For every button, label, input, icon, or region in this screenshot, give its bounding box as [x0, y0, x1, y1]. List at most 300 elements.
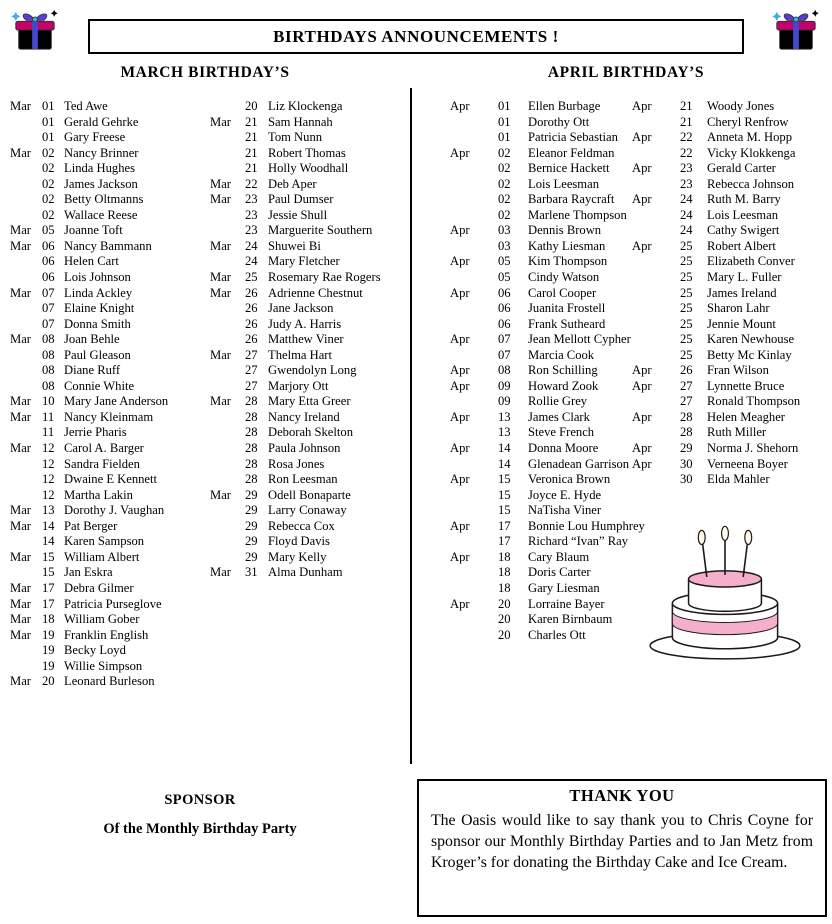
person-name: Debra Gilmer	[64, 580, 134, 595]
person-name: Mary Etta Greer	[268, 394, 351, 409]
month-label: Apr	[450, 549, 470, 564]
month-label	[450, 394, 498, 410]
month-label	[450, 457, 498, 473]
birthday-row	[450, 550, 636, 566]
birthday-row	[632, 348, 832, 364]
person-name: Verneena Boyer	[707, 456, 788, 471]
birthday-row	[632, 379, 832, 395]
month-label	[210, 550, 245, 566]
month-label	[450, 425, 498, 441]
day-number: 02	[42, 161, 55, 176]
month-label	[210, 223, 245, 239]
person-name: Mary Fletcher	[268, 254, 340, 269]
birthday-row	[210, 301, 410, 317]
person-name: Paul Gleason	[64, 347, 131, 362]
day-number: 25	[680, 316, 693, 331]
birthday-row	[450, 317, 636, 333]
month-label	[210, 99, 245, 115]
birthday-row	[450, 565, 636, 581]
column-divider	[410, 88, 412, 764]
person-name: Dennis Brown	[528, 223, 602, 238]
birthday-row	[450, 534, 636, 550]
person-name: Patricia Sebastian	[528, 130, 618, 145]
person-name: Lorraine Bayer	[528, 596, 605, 611]
month-label: Mar	[10, 394, 31, 409]
day-number: 25	[680, 301, 693, 316]
march-list-column-2	[210, 99, 410, 581]
person-name: Eleanor Feldman	[528, 145, 615, 160]
month-label: Apr	[450, 441, 470, 456]
day-number: 29	[245, 503, 258, 518]
month-label: Apr	[450, 363, 470, 378]
sponsor-block	[30, 792, 370, 838]
birthday-row	[632, 146, 832, 162]
month-label: Mar	[10, 503, 31, 518]
birthday-row	[10, 301, 210, 317]
day-number: 02	[42, 192, 55, 207]
person-name: Betty Oltmanns	[64, 192, 144, 207]
person-name: Alma Dunham	[268, 565, 343, 580]
birthday-row	[450, 410, 636, 426]
day-number: 06	[42, 238, 55, 253]
day-number: 06	[42, 254, 55, 269]
person-name: Wallace Reese	[64, 207, 138, 222]
month-label: Apr	[450, 518, 470, 533]
day-number: 31	[245, 565, 258, 580]
person-name: James Clark	[528, 409, 590, 424]
person-name: Steve French	[528, 425, 595, 440]
month-label	[632, 332, 680, 348]
person-name: Dwaine E Kennett	[64, 472, 158, 487]
month-label	[632, 394, 680, 410]
birthday-row	[450, 301, 636, 317]
person-name: Donna Moore	[528, 441, 599, 456]
month-label	[632, 317, 680, 333]
person-name: Mary Jane Anderson	[64, 394, 169, 409]
thank-you-box	[417, 779, 827, 917]
day-number: 15	[42, 549, 55, 564]
person-name: Paul Dumser	[268, 192, 334, 207]
month-label	[10, 472, 42, 488]
day-number: 06	[42, 270, 55, 285]
day-number: 15	[498, 487, 511, 502]
month-label	[450, 565, 498, 581]
month-label: Mar	[10, 145, 31, 160]
birthday-row	[632, 317, 832, 333]
person-name: Pat Berger	[64, 518, 118, 533]
day-number: 27	[245, 347, 258, 362]
month-label: Apr	[632, 238, 652, 253]
day-number: 17	[498, 534, 511, 549]
day-number: 24	[680, 223, 693, 238]
birthday-row	[450, 518, 645, 535]
birthday-row	[450, 130, 636, 146]
birthday-row	[450, 597, 636, 613]
birthday-row	[10, 565, 210, 581]
day-number: 26	[680, 363, 693, 378]
birthday-row	[10, 472, 210, 488]
month-label: Mar	[10, 409, 31, 424]
day-number: 25	[680, 285, 693, 300]
person-name: Bernice Hackett	[528, 161, 610, 176]
birthday-row	[210, 130, 410, 146]
person-name: Veronica Brown	[528, 472, 611, 487]
month-label: Apr	[450, 472, 470, 487]
month-label: Mar	[210, 114, 231, 129]
person-name: Fran Wilson	[707, 363, 769, 378]
person-name: Karen Birnbaum	[528, 612, 613, 627]
birthday-row	[210, 550, 410, 566]
birthday-row	[10, 628, 210, 644]
month-label: Mar	[10, 223, 31, 238]
month-label	[450, 581, 498, 597]
person-name: Vicky Klokkenga	[707, 145, 796, 160]
birthday-row	[450, 363, 636, 379]
month-label: Mar	[10, 518, 31, 533]
birthday-row	[632, 192, 832, 208]
gift-icon	[772, 5, 820, 55]
day-number: 01	[498, 114, 511, 129]
birthday-row	[10, 223, 210, 239]
birthday-row	[450, 254, 636, 270]
month-label	[10, 161, 42, 177]
person-name: Odell Bonaparte	[268, 487, 351, 502]
day-number: 22	[680, 130, 693, 145]
birthday-row	[210, 472, 410, 488]
day-number: 26	[245, 332, 258, 347]
month-label	[450, 239, 498, 255]
person-name: Joan Behle	[64, 332, 120, 347]
month-label: Mar	[10, 674, 31, 689]
month-label: Mar	[210, 487, 231, 502]
birthday-row	[210, 565, 410, 581]
day-number: 02	[498, 161, 511, 176]
day-number: 28	[245, 472, 258, 487]
month-label	[210, 472, 245, 488]
birthday-row	[450, 581, 636, 597]
day-number: 13	[498, 409, 511, 424]
person-name: Rebecca Johnson	[707, 176, 795, 191]
person-name: Gary Freese	[64, 130, 126, 145]
month-label	[210, 161, 245, 177]
month-label	[632, 223, 680, 239]
birthday-row	[450, 488, 636, 504]
day-number: 25	[680, 238, 693, 253]
day-number: 25	[680, 347, 693, 362]
month-label: Mar	[210, 347, 231, 362]
day-number: 02	[42, 207, 55, 222]
person-name: Tom Nunn	[268, 130, 323, 145]
day-number: 28	[680, 425, 693, 440]
month-label: Apr	[632, 161, 652, 176]
month-label	[632, 115, 680, 131]
day-number: 28	[245, 409, 258, 424]
birthday-row	[10, 519, 210, 535]
birthday-row	[632, 254, 832, 270]
day-number: 11	[42, 409, 55, 424]
birthday-row	[10, 146, 210, 162]
march-heading: MARCH BIRTHDAY’S	[120, 64, 290, 81]
person-name: Cary Blaum	[528, 549, 590, 564]
month-label	[450, 192, 498, 208]
birthday-row	[450, 208, 636, 224]
birthday-row	[450, 394, 636, 410]
month-label	[210, 254, 245, 270]
month-label	[632, 472, 680, 488]
month-label: Apr	[450, 145, 470, 160]
day-number: 25	[245, 270, 258, 285]
day-number: 17	[42, 596, 55, 611]
person-name: Joyce E. Hyde	[528, 487, 602, 502]
birthday-row	[632, 286, 832, 302]
person-name: Ted Awe	[64, 99, 108, 113]
day-number: 15	[498, 472, 511, 487]
day-number: 18	[498, 580, 511, 595]
birthday-row	[632, 410, 832, 426]
day-number: 29	[245, 549, 258, 564]
birthday-row	[10, 177, 210, 193]
person-name: James Jackson	[64, 176, 138, 191]
person-name: Woody Jones	[707, 99, 775, 113]
month-label	[10, 379, 42, 395]
birthday-row	[210, 192, 410, 208]
day-number: 02	[42, 145, 55, 160]
person-name: Mary Kelly	[268, 549, 327, 564]
birthday-row	[632, 441, 832, 457]
month-label	[10, 488, 42, 504]
birthday-row	[632, 394, 832, 410]
person-name: Robert Albert	[707, 238, 776, 253]
birthday-row	[450, 441, 636, 457]
day-number: 28	[245, 441, 258, 456]
month-label: Apr	[632, 456, 652, 471]
month-label	[210, 379, 245, 395]
person-name: Doris Carter	[528, 565, 591, 580]
day-number: 20	[42, 674, 55, 689]
person-name: Richard “Ivan” Ray	[528, 534, 629, 549]
day-number: 29	[680, 441, 693, 456]
person-name: Joanne Toft	[64, 223, 123, 238]
day-number: 05	[498, 254, 511, 269]
day-number: 09	[498, 378, 511, 393]
person-name: Rosemary Rae Rogers	[268, 270, 381, 285]
day-number: 23	[245, 192, 258, 207]
person-name: James Ireland	[707, 285, 777, 300]
person-name: Martha Lakin	[64, 487, 133, 502]
birthday-row	[10, 286, 210, 302]
day-number: 17	[42, 580, 55, 595]
birthday-row	[10, 581, 210, 597]
birthday-row	[450, 425, 636, 441]
day-number: 19	[42, 658, 55, 673]
month-label: Mar	[10, 441, 31, 456]
birthday-row	[210, 503, 410, 519]
month-label	[632, 301, 680, 317]
person-name: Karen Newhouse	[707, 332, 795, 347]
day-number: 08	[42, 363, 55, 378]
person-name: Nancy Ireland	[268, 409, 340, 424]
person-name: Carol A. Barger	[64, 441, 144, 456]
birthday-row	[450, 192, 636, 208]
birthday-row	[450, 270, 636, 286]
day-number: 23	[245, 223, 258, 238]
month-label: Apr	[450, 285, 470, 300]
person-name: Nancy Brinner	[64, 145, 139, 160]
birthday-row	[450, 612, 636, 628]
month-label	[210, 363, 245, 379]
month-label	[10, 565, 42, 581]
person-name: Sharon Lahr	[707, 301, 770, 316]
day-number: 18	[42, 612, 55, 627]
birthday-row	[632, 115, 832, 131]
day-number: 20	[498, 596, 511, 611]
month-label	[450, 208, 498, 224]
birthday-row	[450, 628, 636, 644]
birthday-row	[10, 674, 210, 690]
day-number: 21	[245, 114, 258, 129]
day-number: 22	[245, 176, 258, 191]
month-label: Mar	[10, 285, 31, 300]
birthday-row	[450, 239, 636, 255]
birthday-row	[632, 457, 832, 473]
birthday-row	[450, 223, 636, 239]
person-name: Judy A. Harris	[268, 316, 342, 331]
person-name: Kathy Liesman	[528, 238, 606, 253]
month-label	[210, 208, 245, 224]
day-number: 20	[498, 627, 511, 642]
month-label	[10, 254, 42, 270]
birthday-row	[10, 534, 210, 550]
day-number: 30	[680, 472, 693, 487]
birthday-row	[632, 223, 832, 239]
day-number: 21	[245, 161, 258, 176]
day-number: 02	[498, 192, 511, 207]
month-label	[10, 130, 42, 146]
day-number: 12	[42, 487, 55, 502]
person-name: Sam Hannah	[268, 114, 333, 129]
person-name: Betty Mc Kinlay	[707, 347, 792, 362]
birthday-row	[10, 270, 210, 286]
person-name: Gerald Carter	[707, 161, 776, 176]
day-number: 12	[42, 472, 55, 487]
month-label	[450, 177, 498, 193]
april-heading: APRIL BIRTHDAY’S	[547, 64, 705, 81]
person-name: Carol Cooper	[528, 285, 597, 300]
birthday-row	[450, 99, 636, 115]
person-name: Ruth M. Barry	[707, 192, 781, 207]
month-label: Mar	[10, 627, 31, 642]
month-label: Mar	[10, 549, 31, 564]
april-list-column-1	[450, 99, 645, 643]
month-label: Apr	[632, 99, 652, 113]
month-label	[10, 208, 42, 224]
month-label: Mar	[210, 394, 231, 409]
person-name: Elizabeth Conver	[707, 254, 795, 269]
month-label: Mar	[10, 238, 31, 253]
day-number: 01	[42, 130, 55, 145]
month-label	[10, 270, 42, 286]
month-label: Apr	[450, 254, 470, 269]
birthday-row	[210, 177, 410, 193]
month-label: Mar	[210, 270, 231, 285]
month-label	[450, 503, 498, 519]
day-number: 02	[498, 145, 511, 160]
person-name: Dorothy Ott	[528, 114, 590, 129]
month-label	[632, 254, 680, 270]
person-name: Mary L. Fuller	[707, 270, 782, 285]
day-number: 26	[245, 301, 258, 316]
day-number: 14	[42, 534, 55, 549]
person-name: Jean Mellott Cypher	[528, 332, 631, 347]
person-name: Juanita Frostell	[528, 301, 606, 316]
birthday-row	[10, 239, 210, 255]
month-label	[210, 534, 245, 550]
birthday-row	[10, 317, 210, 333]
person-name: Ellen Burbage	[528, 99, 601, 113]
birthday-row	[450, 457, 636, 473]
birthday-row	[210, 519, 410, 535]
birthday-row	[210, 425, 410, 441]
birthday-row	[210, 534, 410, 550]
month-label: Apr	[450, 332, 470, 347]
person-name: Elaine Knight	[64, 301, 135, 316]
month-label	[450, 161, 498, 177]
day-number: 27	[245, 363, 258, 378]
birthday-row	[10, 208, 210, 224]
day-number: 20	[245, 99, 258, 113]
person-name: Gwendolyn Long	[268, 363, 357, 378]
month-label	[450, 534, 498, 550]
day-number: 14	[498, 456, 511, 471]
page-title-box	[88, 19, 744, 54]
day-number: 12	[42, 456, 55, 471]
day-number: 28	[680, 409, 693, 424]
day-number: 19	[42, 643, 55, 658]
month-label: Apr	[450, 99, 470, 113]
person-name: Jan Eskra	[64, 565, 113, 580]
day-number: 09	[498, 394, 511, 409]
person-name: Ron Schilling	[528, 363, 598, 378]
month-label	[210, 441, 245, 457]
person-name: Connie White	[64, 378, 135, 393]
birthday-row	[450, 503, 636, 519]
month-label	[632, 286, 680, 302]
person-name: Liz Klockenga	[268, 99, 343, 113]
month-label	[10, 643, 42, 659]
day-number: 15	[498, 503, 511, 518]
person-name: Deborah Skelton	[268, 425, 353, 440]
person-name: Thelma Hart	[268, 347, 332, 362]
month-label	[450, 317, 498, 333]
birthday-row	[10, 115, 210, 131]
person-name: Rosa Jones	[268, 456, 325, 471]
month-label	[10, 457, 42, 473]
birthday-row	[450, 472, 636, 488]
month-label	[632, 146, 680, 162]
day-number: 12	[42, 441, 55, 456]
day-number: 02	[498, 207, 511, 222]
month-label	[10, 115, 42, 131]
month-label	[210, 146, 245, 162]
birthday-row	[210, 317, 410, 333]
person-name: Shuwei Bi	[268, 238, 321, 253]
person-name: Cathy Swigert	[707, 223, 780, 238]
day-number: 27	[680, 378, 693, 393]
month-label: Apr	[450, 378, 470, 393]
person-name: Diane Ruff	[64, 363, 121, 378]
birthday-row	[632, 425, 832, 441]
person-name: Marjory Ott	[268, 378, 329, 393]
